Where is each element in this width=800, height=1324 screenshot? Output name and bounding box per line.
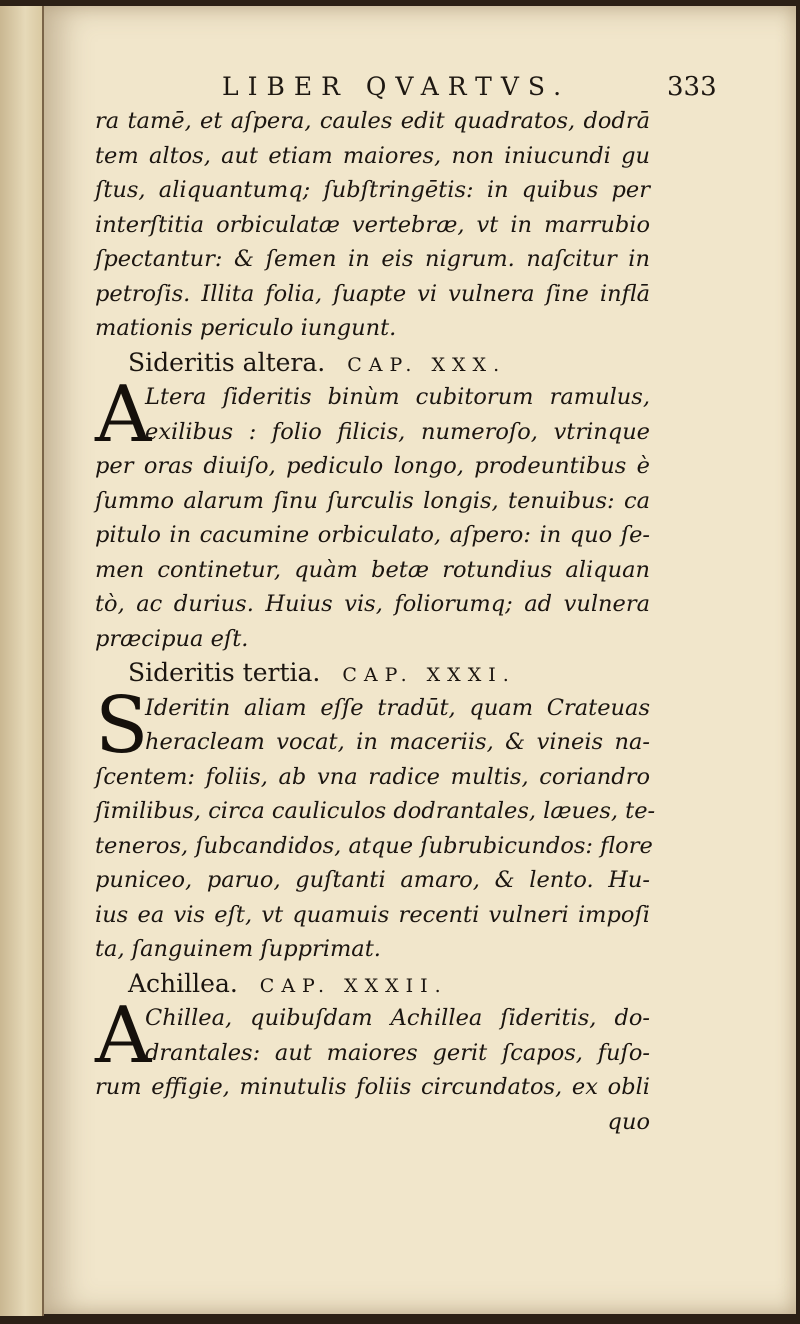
text-line: præcipua eſt.: [95, 625, 249, 652]
section-title: Sideritis altera.: [128, 347, 326, 377]
text-line: interſtitia orbiculatæ vertebræ, vt in marrubio: [95, 211, 650, 238]
text-line: men continetur, quàm betæ rotundius aliquan: [95, 556, 650, 583]
text-line: Chillea, quibuſdam Achillea ſideritis, do-: [145, 1005, 650, 1031]
text-line: mationis periculo iungunt.: [95, 315, 397, 341]
text-line: ſummo alarum ſinu ſurculis longis, tenuibus: ca: [95, 487, 650, 514]
section-heading: [95, 656, 650, 691]
section-heading: [95, 967, 650, 1002]
running-title: LIBER QVARTVS.: [222, 72, 571, 101]
intro-paragraph: [95, 104, 650, 346]
section-heading: [95, 346, 650, 381]
text-line: pitulo in cacumine orbiculato, aſpero: in quo ſe-: [95, 522, 650, 548]
facing-page-edge: [0, 6, 44, 1316]
drop-initial: A: [95, 991, 152, 1081]
page-text: [95, 104, 656, 1139]
chapter-number: CAP. XXXII.: [259, 974, 448, 997]
text-line: petroſis. Illita folia, ſuapte vi vulnera ſine inflā: [95, 280, 650, 307]
section-paragraph: [95, 370, 650, 656]
chapter-number: CAP. XXX.: [347, 353, 507, 376]
text-line: ius ea vis eſt, vt quamuis recenti vulneri impoſi: [95, 901, 650, 928]
section-title: Achillea.: [128, 968, 238, 998]
drop-initial: S: [95, 680, 149, 771]
text-line: heracleam vocat, in maceriis, & vineis na-: [145, 729, 650, 755]
text-line: tò, ac durius. Huius vis, foliorumq; ad vulnera: [95, 591, 650, 617]
text-line: ſcentem: foliis, ab vna radice multis, coriandro: [95, 763, 650, 790]
text-line: teneros, ſubcandidos, atque ſubrubicundos: flore: [95, 832, 653, 859]
text-line: Ltera ſideritis binùm cubitorum ramulus,: [145, 384, 650, 410]
text-line: exilibus : folio filicis, numeroſo, vtrinque: [145, 418, 650, 445]
drop-initial: A: [95, 370, 152, 460]
text-line: per oras diuiſo, pediculo longo, prodeuntibus è: [95, 453, 650, 479]
chapter-number: CAP. XXXI.: [342, 664, 516, 686]
text-line: ta, ſanguinem ſupprimat.: [95, 936, 381, 962]
text-line: rum effigie, minutulis foliis circundatos, ex obli: [95, 1074, 650, 1100]
text-line: Ideritin aliam eſſe tradūt, quam Crateuas: [145, 694, 650, 721]
text-line: ra tamē, et aſpera, caules edit quadratos, dodrā: [95, 108, 650, 134]
catchword: quo: [607, 1108, 650, 1135]
text-line: tem altos, aut etiam maiores, non iniucundi gu: [95, 142, 650, 169]
section-paragraph: [95, 991, 650, 1105]
text-line: ſimilibus, circa cauliculos dodrantales, læues, te-: [95, 798, 656, 824]
section-paragraph: [95, 680, 656, 967]
section-title: Sideritis tertia.: [128, 658, 321, 687]
text-line: ſpectantur: & ſemen in eis nigrum. naſcitur in: [95, 246, 650, 272]
page-number: 333: [667, 72, 717, 102]
text-line: drantales: aut maiores gerit ſcapos, fuſo-: [145, 1039, 650, 1066]
text-line: ſtus, aliquantumq; ſubſtringētis: in quibus per: [95, 177, 650, 203]
text-line: puniceo, paruo, guſtanti amaro, & lento. Hu-: [95, 867, 650, 893]
